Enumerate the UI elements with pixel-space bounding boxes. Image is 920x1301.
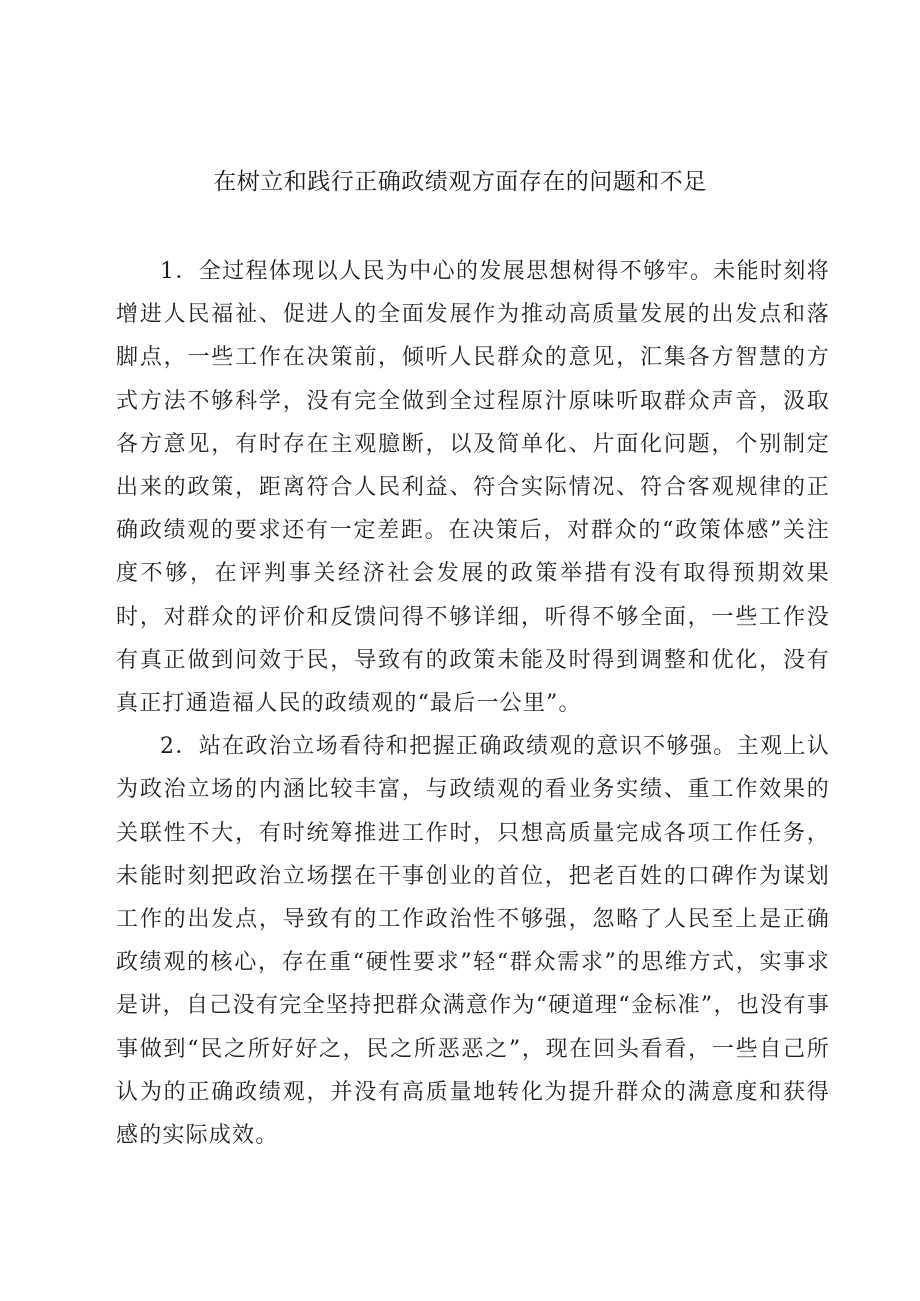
document-title: 在树立和践行正确政绩观方面存在的问题和不足 [213, 169, 707, 195]
document-body [116, 250, 830, 1157]
paragraph-2: 2．站在政治立场看待和把握正确政绩观的意识不够强。主观上认为政治立场的内涵比较丰富，与政绩观的看业务实绩、重工作效果的关联性不大，有时统筹推进工作时，只想高质量完成各项工作任务，未能时刻把政治立场摆在干事创业的首位，把老百姓的口碑作为谋划工作的出发点，导致有的工作政治性不够强，忽略了人民至上是正确政绩观的核心，存在重“硬性要求”轻“群众需求”的思维方式，实事求是讲，自己没有完全坚持把群众满意作为“硬道理“金标准”，也没有事事做到“民之所好好之，民之所恶恶之”，现在回头看看，一些自己所认为的正确政绩观，并没有高质量地转化为提升群众的满意度和获得感的实际成效。 [116, 734, 830, 1149]
paragraph-1: 1．全过程体现以人民为中心的发展思想树得不够牢。未能时刻将增进人民福祉、促进人的全面发展作为推动高质量发展的出发点和落脚点，一些工作在决策前，倾听人民群众的意见，汇集各方智慧的方式方法不够科学，没有完全做到全过程原汁原味听取群众声音，汲取各方意见，有时存在主观臆断，以及简单化、片面化问题，个别制定出来的政策，距离符合人民利益、符合实际情况、符合客观规律的正确政绩观的要求还有一定差距。在决策后，对群众的“政策体感”关注度不够，在评判事关经济社会发展的政策举措有没有取得预期效果时，对群众的评价和反馈问得不够详细，听得不够全面，一些工作没有真正做到问效于民，导致有的政策未能及时得到调整和优化，没有真正打通造福人民的政绩观的“最后一公里”。 [116, 259, 830, 717]
